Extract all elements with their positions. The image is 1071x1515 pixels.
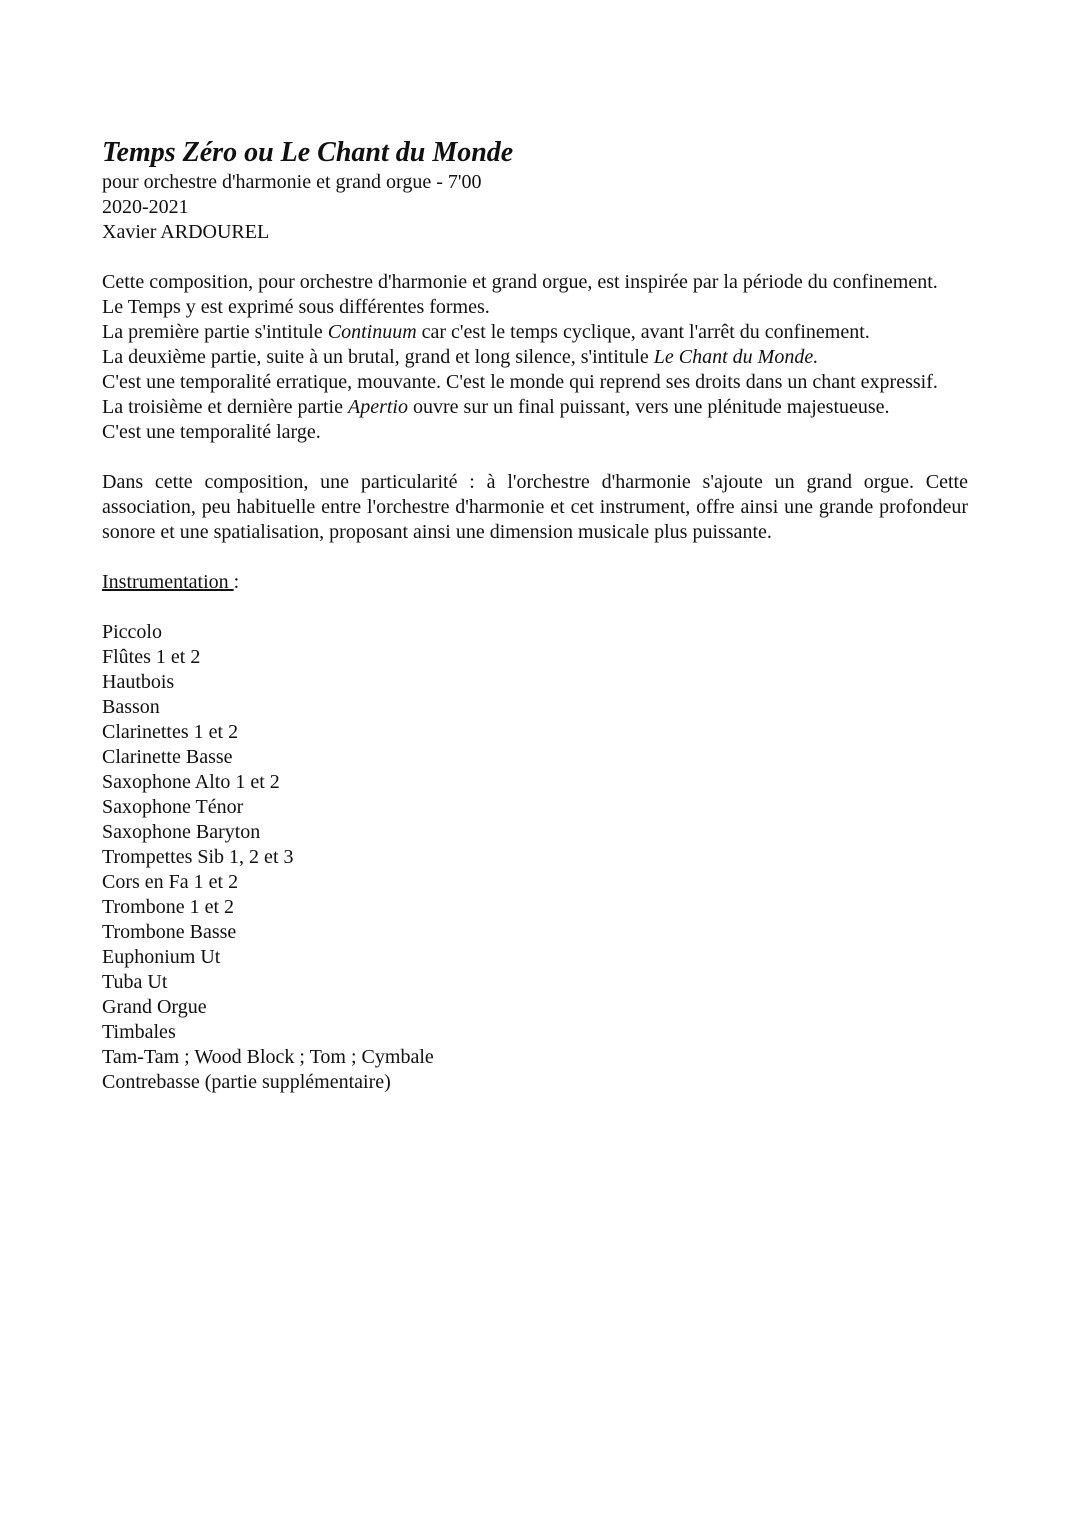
composer: Xavier ARDOUREL bbox=[102, 221, 270, 243]
description-paragraph-3 bbox=[102, 320, 968, 345]
years: 2020-2021 bbox=[102, 196, 189, 218]
list-item: Cors en Fa 1 et 2 bbox=[102, 871, 239, 893]
description-paragraph-7: C'est une temporalité large. bbox=[102, 421, 321, 443]
document-page bbox=[102, 136, 968, 1095]
description-paragraph-1: Cette composition, pour orchestre d'harmonie et grand orgue, est inspirée par la période du confinement. bbox=[102, 271, 938, 293]
list-item: Clarinettes 1 et 2 bbox=[102, 721, 239, 743]
text-run: La troisième et dernière partie bbox=[102, 396, 348, 418]
description-paragraph-5: C'est une temporalité erratique, mouvante. C'est le monde qui reprend ses droits dans un chant expressif. bbox=[102, 371, 938, 393]
list-item: Clarinette Basse bbox=[102, 746, 233, 768]
text-run: La deuxième partie, suite à un brutal, grand et long silence, s'intitule bbox=[102, 346, 654, 368]
list-item: Euphonium Ut bbox=[102, 946, 221, 968]
spacer bbox=[102, 445, 968, 470]
list-item: Tam-Tam ; Wood Block ; Tom ; Cymbale bbox=[102, 1046, 434, 1068]
emphasis-apertio: Apertio bbox=[348, 396, 408, 418]
description-paragraph-2: Le Temps y est exprimé sous différentes formes. bbox=[102, 296, 490, 318]
description-paragraph-8: Dans cette composition, une particularité : à l'orchestre d'harmonie s'ajoute un grand orgue. Cette association, peu habituelle entre l'orchestre d'harmonie et cet instrument, offre ainsi une grande profondeur sonore et une spatialisation, proposant ainsi une dimension musicale plus puissante. bbox=[102, 471, 968, 543]
emphasis-chant-du-monde: Le Chant du Monde. bbox=[653, 346, 819, 368]
text-run: La première partie s'intitule bbox=[102, 321, 328, 343]
instrumentation-heading bbox=[102, 570, 968, 595]
instrument-list bbox=[102, 620, 968, 1095]
list-item: Contrebasse (partie supplémentaire) bbox=[102, 1071, 391, 1093]
instrumentation-label: Instrumentation bbox=[102, 571, 234, 593]
list-item: Flûtes 1 et 2 bbox=[102, 646, 201, 668]
page-title: Temps Zéro ou Le Chant du Monde bbox=[102, 137, 514, 168]
description-paragraph-4 bbox=[102, 345, 968, 370]
spacer bbox=[102, 545, 968, 570]
text-run: car c'est le temps cyclique, avant l'arrêt du confinement. bbox=[416, 321, 870, 343]
instrumentation-colon: : bbox=[233, 571, 240, 593]
text-run: ouvre sur un final puissant, vers une plénitude majestueuse. bbox=[408, 396, 890, 418]
list-item: Saxophone Ténor bbox=[102, 796, 244, 818]
list-item: Saxophone Alto 1 et 2 bbox=[102, 771, 280, 793]
spacer bbox=[102, 245, 968, 270]
list-item: Basson bbox=[102, 696, 160, 718]
list-item: Trombone Basse bbox=[102, 921, 237, 943]
subtitle: pour orchestre d'harmonie et grand orgue - 7'00 bbox=[102, 171, 482, 193]
emphasis-continuum: Continuum bbox=[327, 321, 417, 343]
spacer bbox=[102, 595, 968, 620]
list-item: Grand Orgue bbox=[102, 996, 207, 1018]
list-item: Trombone 1 et 2 bbox=[102, 896, 235, 918]
list-item: Tuba Ut bbox=[102, 971, 168, 993]
list-item: Trompettes Sib 1, 2 et 3 bbox=[102, 846, 294, 868]
list-item: Piccolo bbox=[102, 621, 162, 643]
description-paragraph-6 bbox=[102, 395, 968, 420]
list-item: Timbales bbox=[102, 1021, 176, 1043]
description-block bbox=[102, 270, 968, 445]
list-item: Saxophone Baryton bbox=[102, 821, 261, 843]
list-item: Hautbois bbox=[102, 671, 175, 693]
